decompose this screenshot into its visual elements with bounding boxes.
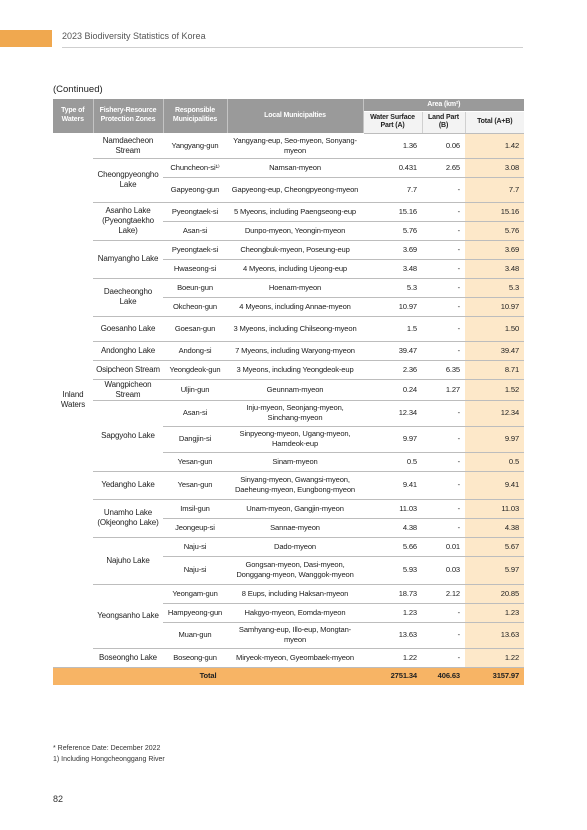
water-surface-cell: 13.63 [363,622,422,648]
water-surface-cell: 0.5 [363,452,422,471]
zone-name-cell: Cheongpyeongho Lake [93,158,163,202]
total-cell: 10.97 [465,297,524,316]
responsible-cell: Gapyeong-gun [163,177,227,202]
land-part-cell: 2.12 [422,584,465,603]
water-surface-cell: 9.97 [363,426,422,452]
local-municipality-cell: 7 Myeons, including Waryong-myeon [227,341,363,360]
responsible-cell: Asan-si [163,400,227,426]
local-municipality-cell: Yangyang-eup, Seo-myeon, Sonyang-myeon [227,133,363,158]
total-land-part: 406.63 [422,667,465,685]
table-row [53,158,524,177]
table-row [53,341,524,360]
grand-total: 3157.97 [465,667,524,685]
table-row [53,316,524,341]
col-land-part: Land Part (B) [422,111,465,133]
land-part-cell: 0.03 [422,556,465,584]
water-surface-cell: 39.47 [363,341,422,360]
zone-name-cell: Namyangho Lake [93,240,163,278]
responsible-cell: Jeongeup-si [163,518,227,537]
land-part-cell: 0.06 [422,133,465,158]
protection-zones-table [53,99,524,685]
responsible-cell: Okcheon-gun [163,297,227,316]
continued-label: (Continued) [53,84,103,95]
local-municipality-cell: Samhyang-eup, Illo-eup, Mongtan-myeon [227,622,363,648]
table-row [53,379,524,400]
total-cell: 3.69 [465,240,524,259]
col-total: Total (A+B) [465,111,524,133]
local-municipality-cell: Dunpo-myeon, Yeongin-myeon [227,221,363,240]
total-cell: 12.34 [465,400,524,426]
col-water-surface: Water Surface Part (A) [363,111,422,133]
total-cell: 5.67 [465,537,524,556]
table-row [53,584,524,603]
local-municipality-cell: Sinyang-myeon, Gwangsi-myeon, Daeheung-myeon, Eungbong-myeon [227,471,363,499]
zone-name-cell: Daecheongho Lake [93,278,163,316]
zone-name-cell: Boseongho Lake [93,648,163,667]
zone-name-cell: Wangpicheon Stream [93,379,163,400]
local-municipality-cell: Geunnam-myeon [227,379,363,400]
total-cell: 9.97 [465,426,524,452]
total-water-surface: 2751.34 [363,667,422,685]
header-divider [62,47,523,48]
land-part-cell: - [422,202,465,221]
footnote-reference-date: * Reference Date: December 2022 [53,745,161,752]
land-part-cell: - [422,400,465,426]
local-municipality-cell: 3 Myeons, including Chilseong-myeon [227,316,363,341]
land-part-cell: - [422,259,465,278]
total-cell: 9.41 [465,471,524,499]
responsible-cell: Asan-si [163,221,227,240]
water-surface-cell: 1.36 [363,133,422,158]
total-label: Total [53,667,363,685]
responsible-cell: Pyeongtaek-si [163,202,227,221]
water-surface-cell: 10.97 [363,297,422,316]
local-municipality-cell: Inju-myeon, Seonjang-myeon, Sinchang-myeon [227,400,363,426]
col-local-municipalities: Local Municipalties [227,99,363,133]
total-cell: 1.50 [465,316,524,341]
responsible-cell: Pyeongtaek-si [163,240,227,259]
water-surface-cell: 3.48 [363,259,422,278]
responsible-cell: Hwaseong-si [163,259,227,278]
total-cell: 3.48 [465,259,524,278]
land-part-cell: - [422,316,465,341]
land-part-cell: - [422,648,465,667]
total-cell: 5.76 [465,221,524,240]
water-surface-cell: 5.93 [363,556,422,584]
table-row [53,202,524,221]
land-part-cell: - [422,499,465,518]
total-cell: 1.52 [465,379,524,400]
local-municipality-cell: 8 Eups, including Haksan-myeon [227,584,363,603]
land-part-cell: - [422,518,465,537]
water-surface-cell: 9.41 [363,471,422,499]
water-surface-cell: 5.76 [363,221,422,240]
total-cell: 13.63 [465,622,524,648]
table-row [53,240,524,259]
total-cell: 20.85 [465,584,524,603]
land-part-cell: - [422,471,465,499]
local-municipality-cell: Sinam-myeon [227,452,363,471]
total-cell: 11.03 [465,499,524,518]
land-part-cell: - [422,622,465,648]
water-surface-cell: 3.69 [363,240,422,259]
total-cell: 5.3 [465,278,524,297]
total-cell: 1.42 [465,133,524,158]
land-part-cell: 1.27 [422,379,465,400]
local-municipality-cell: Miryeok-myeon, Gyeombaek-myeon [227,648,363,667]
local-municipality-cell: 4 Myeons, including Ujeong-eup [227,259,363,278]
land-part-cell: 2.65 [422,158,465,177]
total-cell: 4.38 [465,518,524,537]
local-municipality-cell: 5 Myeons, including Paengseong-eup [227,202,363,221]
water-surface-cell: 18.73 [363,584,422,603]
responsible-cell: Yangyang-gun [163,133,227,158]
land-part-cell: - [422,603,465,622]
total-cell: 15.16 [465,202,524,221]
header-accent-bar [0,30,52,47]
responsible-cell: Hampyeong-gun [163,603,227,622]
zone-name-cell: Unamho Lake (Okjeongho Lake) [93,499,163,537]
responsible-cell: Naju-si [163,537,227,556]
responsible-cell: Naju-si [163,556,227,584]
land-part-cell: 0.01 [422,537,465,556]
zone-name-cell: Yeongsanho Lake [93,584,163,648]
responsible-cell: Dangjin-si [163,426,227,452]
local-municipality-cell: Namsan-myeon [227,158,363,177]
water-surface-cell: 4.38 [363,518,422,537]
responsible-cell: Boseong-gun [163,648,227,667]
local-municipality-cell: Hakgyo-myeon, Eomda-myeon [227,603,363,622]
water-surface-cell: 15.16 [363,202,422,221]
footnote-1: 1) Including Hongcheonggang River [53,756,165,763]
land-part-cell: 6.35 [422,360,465,379]
responsible-cell: Uljin-gun [163,379,227,400]
water-surface-cell: 12.34 [363,400,422,426]
water-surface-cell: 0.24 [363,379,422,400]
water-surface-cell: 1.22 [363,648,422,667]
responsible-cell: Yesan-gun [163,452,227,471]
responsible-cell: Muan-gun [163,622,227,648]
land-part-cell: - [422,278,465,297]
responsible-cell: Goesan-gun [163,316,227,341]
local-municipality-cell: 3 Myeons, including Yeongdeok-eup [227,360,363,379]
col-area: Area (km²) [363,99,524,111]
zone-name-cell: Asanho Lake (Pyeongtaekho Lake) [93,202,163,240]
responsible-cell: Yeongdeok-gun [163,360,227,379]
running-header: 2023 Biodiversity Statistics of Korea [62,31,206,41]
type-of-waters-cell: Inland Waters [53,133,93,667]
table-row [53,400,524,426]
water-surface-cell: 11.03 [363,499,422,518]
land-part-cell: - [422,426,465,452]
table-row [53,499,524,518]
page-number: 82 [53,794,64,804]
local-municipality-cell: Sannae-myeon [227,518,363,537]
zone-name-cell: Najuho Lake [93,537,163,584]
total-cell: 1.22 [465,648,524,667]
water-surface-cell: 1.23 [363,603,422,622]
zone-name-cell: Sapgyoho Lake [93,400,163,471]
responsible-cell: Imsil-gun [163,499,227,518]
table-row [53,133,524,158]
water-surface-cell: 1.5 [363,316,422,341]
table-row [53,471,524,499]
land-part-cell: - [422,221,465,240]
responsible-cell: Chuncheon-si¹⁾ [163,158,227,177]
local-municipality-cell: Hoenam-myeon [227,278,363,297]
land-part-cell: - [422,452,465,471]
water-surface-cell: 0.431 [363,158,422,177]
responsible-cell: Boeun-gun [163,278,227,297]
local-municipality-cell: Gongsan-myeon, Dasi-myeon, Donggang-myeon, Wanggok-myeon [227,556,363,584]
water-surface-cell: 7.7 [363,177,422,202]
zone-name-cell: Yedangho Lake [93,471,163,499]
responsible-cell: Yeongam-gun [163,584,227,603]
col-type-of-waters: Type of Waters [53,99,93,133]
local-municipality-cell: Unam-myeon, Gangjin-myeon [227,499,363,518]
table-row [53,278,524,297]
total-row [53,667,524,685]
local-municipality-cell: 4 Myeons, including Annae-myeon [227,297,363,316]
local-municipality-cell: Cheongbuk-myeon, Poseung-eup [227,240,363,259]
total-cell: 0.5 [465,452,524,471]
table-row [53,537,524,556]
responsible-cell: Andong-si [163,341,227,360]
local-municipality-cell: Dado-myeon [227,537,363,556]
zone-name-cell: Goesanho Lake [93,316,163,341]
total-cell: 7.7 [465,177,524,202]
local-municipality-cell: Sinpyeong-myeon, Ugang-myeon, Hamdeok-eup [227,426,363,452]
water-surface-cell: 5.3 [363,278,422,297]
total-cell: 1.23 [465,603,524,622]
responsible-cell: Yesan-gun [163,471,227,499]
table-row [53,648,524,667]
total-cell: 39.47 [465,341,524,360]
total-cell: 5.97 [465,556,524,584]
local-municipality-cell: Gapyeong-eup, Cheongpyeong-myeon [227,177,363,202]
total-cell: 8.71 [465,360,524,379]
col-responsible-municipality: Responsible Municipalities [163,99,227,133]
col-protection-zone: Fishery-Resource Protection Zones [93,99,163,133]
zone-name-cell: Namdaecheon Stream [93,133,163,158]
land-part-cell: - [422,177,465,202]
water-surface-cell: 2.36 [363,360,422,379]
total-cell: 3.08 [465,158,524,177]
land-part-cell: - [422,341,465,360]
zone-name-cell: Andongho Lake [93,341,163,360]
table-row [53,360,524,379]
water-surface-cell: 5.66 [363,537,422,556]
land-part-cell: - [422,297,465,316]
zone-name-cell: Osipcheon Stream [93,360,163,379]
land-part-cell: - [422,240,465,259]
